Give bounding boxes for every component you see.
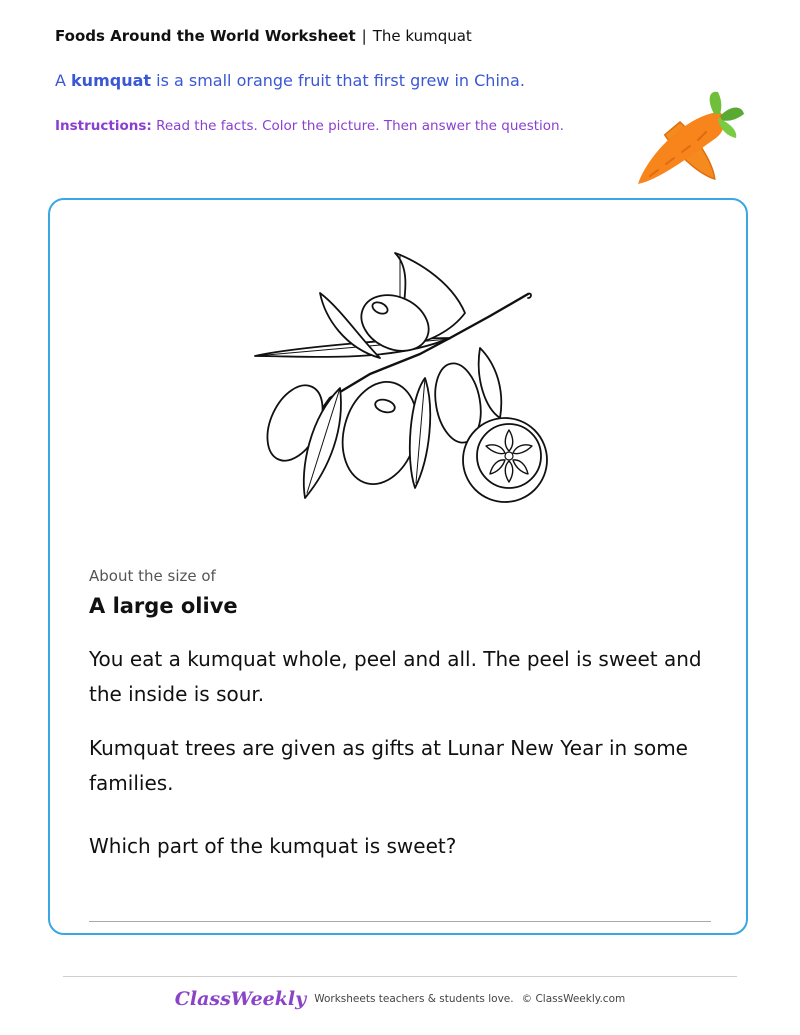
worksheet-header xyxy=(55,27,472,45)
intro-rest: is a small orange fruit that first grew in China. xyxy=(151,71,525,90)
footer-tagline: Worksheets teachers & students love. xyxy=(314,993,514,1005)
worksheet-topic: The kumquat xyxy=(372,27,472,45)
header-separator: | xyxy=(361,27,367,45)
intro-prefix: A xyxy=(55,71,72,90)
footer-divider xyxy=(63,976,737,977)
intro-sentence xyxy=(55,71,525,90)
size-value: A large olive xyxy=(89,594,238,618)
size-label: About the size of xyxy=(89,567,216,585)
footer xyxy=(0,988,800,1010)
footer-copyright: © ClassWeekly.com xyxy=(521,993,626,1005)
instructions xyxy=(55,118,564,134)
question: Which part of the kumquat is sweet? xyxy=(89,834,457,858)
fact-paragraph: Kumquat trees are given as gifts at Lunar New Year in some families. xyxy=(89,736,688,795)
worksheet-title: Foods Around the World Worksheet xyxy=(55,27,356,45)
instructions-label: Instructions: xyxy=(55,118,152,134)
intro-term: kumquat xyxy=(71,71,152,90)
instructions-text: Read the facts. Color the picture. Then answer the question. xyxy=(151,118,564,134)
answer-line[interactable] xyxy=(89,921,711,922)
carrot-icon xyxy=(628,84,748,194)
brand-logo: ClassWeekly xyxy=(174,988,307,1010)
kumquat-branch-illustration xyxy=(250,248,550,513)
fact-paragraph: You eat a kumquat whole, peel and all. The peel is sweet and the inside is sour. xyxy=(89,647,702,706)
